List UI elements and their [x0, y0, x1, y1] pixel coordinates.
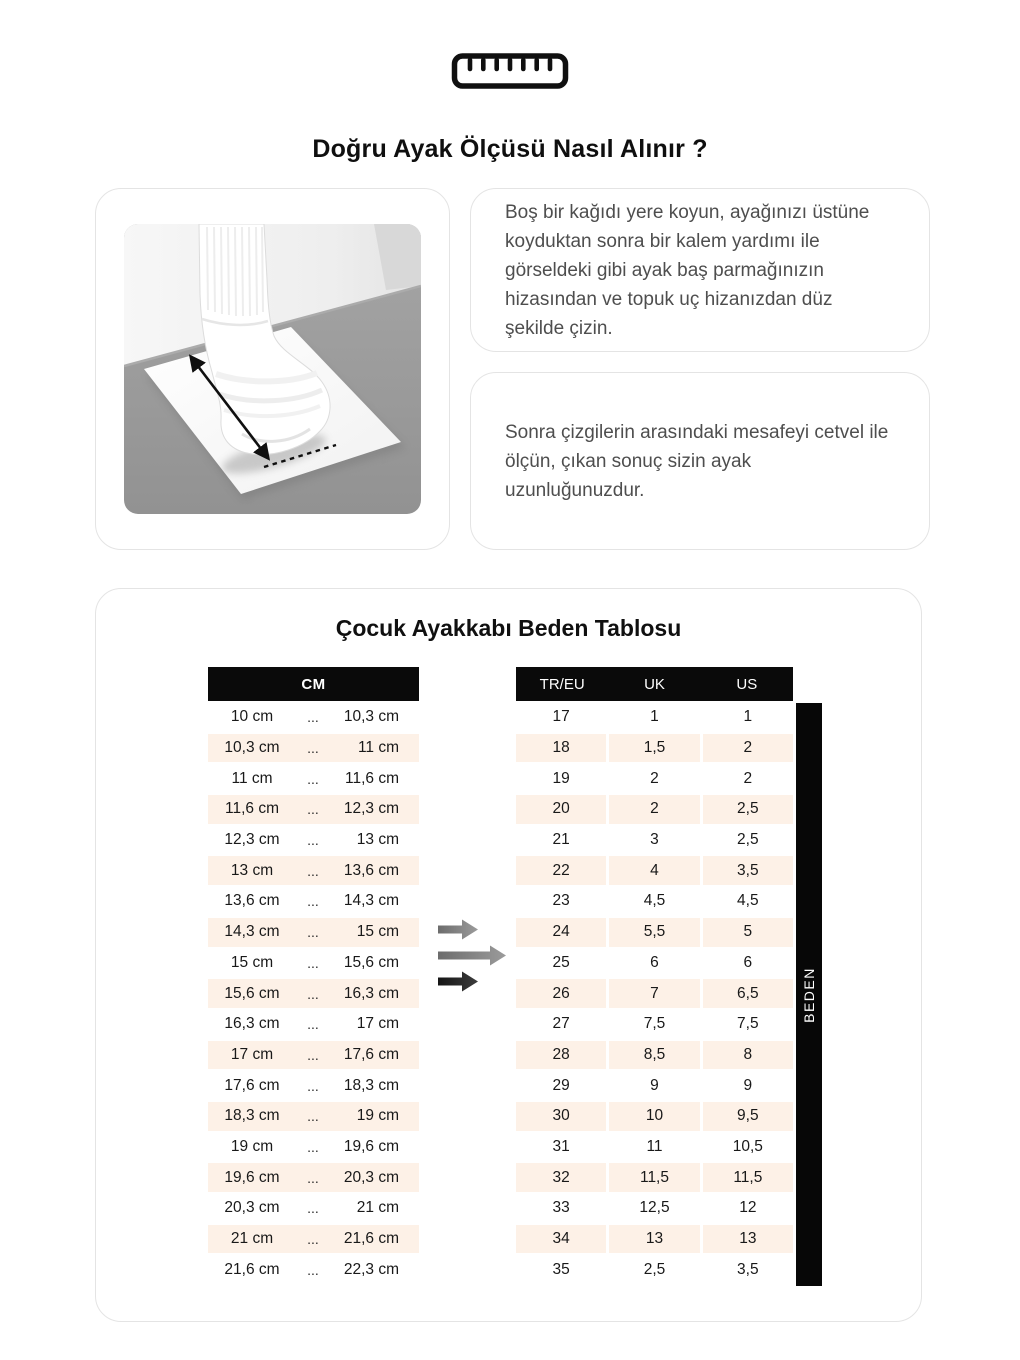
size-row [516, 1071, 793, 1100]
us-size: 4,5 [703, 887, 793, 916]
us-size: 6 [703, 949, 793, 978]
us-size: 8 [703, 1041, 793, 1070]
size-row [516, 795, 793, 824]
size-row [516, 734, 793, 763]
cm-to-value: 11,6 cm [345, 769, 399, 787]
range-separator: ... [307, 709, 319, 726]
size-row [516, 856, 793, 885]
range-separator: ... [307, 924, 319, 941]
uk-size: 3 [609, 826, 699, 855]
tr-eu-size: 17 [516, 703, 606, 732]
cm-to-value: 19 cm [356, 1107, 399, 1125]
beden-side-label: BEDEN [801, 966, 817, 1023]
instruction-box-1 [470, 188, 930, 352]
cm-from-value: 19,6 cm [224, 1168, 280, 1186]
us-size: 5 [703, 918, 793, 947]
size-row [516, 1225, 793, 1254]
cm-to-value: 13,6 cm [343, 861, 399, 879]
size-row [516, 1041, 793, 1070]
uk-size: 1,5 [609, 734, 699, 763]
cm-to-value: 17,6 cm [343, 1045, 399, 1063]
column-header-uk: UK [644, 675, 665, 693]
size-row [516, 1010, 793, 1039]
range-separator: ... [307, 832, 319, 849]
uk-size: 4 [609, 856, 699, 885]
tr-eu-size: 21 [516, 826, 606, 855]
cm-range-row [208, 1255, 419, 1284]
cm-range-row [208, 764, 419, 793]
cm-from-value: 17,6 cm [224, 1076, 280, 1094]
ruler-icon [0, 52, 1020, 90]
size-row [516, 979, 793, 1008]
cm-to-value: 12,3 cm [343, 800, 399, 818]
tr-eu-size: 24 [516, 918, 606, 947]
column-header-tr-eu: TR/EU [539, 675, 585, 693]
cm-from-value: 21 cm [230, 1230, 274, 1248]
us-size: 6,5 [703, 979, 793, 1008]
tr-eu-size: 28 [516, 1041, 606, 1070]
range-separator: ... [307, 1231, 319, 1248]
range-separator: ... [307, 740, 319, 757]
cm-range-row [208, 918, 419, 947]
cm-to-value: 18,3 cm [343, 1076, 399, 1094]
us-size: 13 [703, 1225, 793, 1254]
cm-from-value: 18,3 cm [224, 1107, 280, 1125]
cm-range-row [208, 1010, 419, 1039]
uk-size: 12,5 [609, 1194, 699, 1223]
size-row [516, 1133, 793, 1162]
cm-range-row [208, 1102, 419, 1131]
range-separator: ... [307, 1261, 319, 1278]
size-row [516, 1255, 793, 1284]
size-row [516, 1102, 793, 1131]
cm-table-body [208, 703, 419, 1284]
tr-eu-size: 20 [516, 795, 606, 824]
cm-from-value: 10 cm [230, 708, 274, 726]
us-size: 2 [703, 764, 793, 793]
uk-size: 13 [609, 1225, 699, 1254]
cm-from-value: 11 cm [231, 769, 273, 787]
uk-size: 8,5 [609, 1041, 699, 1070]
transfer-arrows-icon [436, 917, 510, 995]
cm-to-value: 19,6 cm [343, 1137, 399, 1155]
column-header-us: US [736, 675, 758, 693]
tr-eu-size: 18 [516, 734, 606, 763]
size-row [516, 826, 793, 855]
uk-size: 5,5 [609, 918, 699, 947]
uk-size: 6 [609, 949, 699, 978]
uk-size: 4,5 [609, 887, 699, 916]
cm-range-row [208, 734, 419, 763]
cm-range-row [208, 979, 419, 1008]
range-separator: ... [307, 1138, 319, 1155]
cm-range-row [208, 1163, 419, 1192]
cm-to-value: 15,6 cm [343, 953, 399, 971]
cm-from-value: 13 cm [230, 861, 274, 879]
range-separator: ... [307, 1169, 319, 1186]
us-size: 7,5 [703, 1010, 793, 1039]
instruction-box-2 [470, 372, 930, 550]
uk-size: 7,5 [609, 1010, 699, 1039]
shoe-size-table [516, 667, 793, 1286]
instruction-text-2: Sonra çizgilerin arasındaki mesafeyi cetvel ile ölçün, çıkan sonuç sizin ayak uzunluğunuzdur. [505, 421, 889, 501]
uk-size: 7 [609, 979, 699, 1008]
cm-table-header: CM [208, 667, 419, 701]
cm-range-row [208, 1041, 419, 1070]
cm-range-row [208, 949, 419, 978]
range-separator: ... [307, 893, 319, 910]
cm-range-row [208, 856, 419, 885]
uk-size: 11 [609, 1133, 699, 1162]
cm-to-value: 10,3 cm [343, 708, 399, 726]
range-separator: ... [307, 954, 319, 971]
cm-from-value: 15,6 cm [224, 984, 280, 1002]
us-size: 1 [703, 703, 793, 732]
cm-range-row [208, 1133, 419, 1162]
cm-range-row [208, 1194, 419, 1223]
uk-size: 11,5 [609, 1163, 699, 1192]
tr-eu-size: 22 [516, 856, 606, 885]
cm-to-value: 21 cm [356, 1199, 399, 1217]
us-size: 12 [703, 1194, 793, 1223]
tr-eu-size: 29 [516, 1071, 606, 1100]
cm-from-value: 11,6 cm [225, 800, 279, 818]
uk-size: 1 [609, 703, 699, 732]
instruction-text-1: Boş bir kağıdı yere koyun, ayağınızı üstüne koyduktan sonra bir kalem yardımı ile görseldeki gibi ayak baş parmağınızın hizasından ve topuk uç hizanızdan düz şekilde çizin. [505, 201, 870, 339]
cm-to-value: 22,3 cm [343, 1260, 399, 1278]
size-table-body [516, 703, 793, 1284]
us-size: 10,5 [703, 1133, 793, 1162]
uk-size: 9 [609, 1071, 699, 1100]
range-separator: ... [307, 1016, 319, 1033]
range-separator: ... [307, 1108, 319, 1125]
us-size: 9 [703, 1071, 793, 1100]
cm-range-row [208, 795, 419, 824]
cm-from-value: 15 cm [230, 953, 274, 971]
range-separator: ... [307, 801, 319, 818]
cm-from-value: 13,6 cm [224, 892, 280, 910]
range-separator: ... [307, 1077, 319, 1094]
us-size: 2,5 [703, 826, 793, 855]
range-separator: ... [307, 770, 319, 787]
cm-range-row [208, 703, 419, 732]
cm-range-row [208, 1225, 419, 1254]
cm-to-value: 14,3 cm [343, 892, 399, 910]
tr-eu-size: 35 [516, 1255, 606, 1284]
size-row [516, 1194, 793, 1223]
uk-size: 2 [609, 795, 699, 824]
tr-eu-size: 34 [516, 1225, 606, 1254]
cm-to-value: 16,3 cm [343, 984, 399, 1002]
size-table-header [516, 667, 793, 701]
size-row [516, 703, 793, 732]
us-size: 2,5 [703, 795, 793, 824]
uk-size: 2 [609, 764, 699, 793]
uk-size: 10 [609, 1102, 699, 1131]
size-row [516, 949, 793, 978]
us-size: 11,5 [703, 1163, 793, 1192]
tr-eu-size: 26 [516, 979, 606, 1008]
cm-to-value: 13 cm [356, 831, 399, 849]
range-separator: ... [307, 1046, 319, 1063]
cm-range-table [208, 667, 419, 1286]
cm-to-value: 11 cm [357, 739, 399, 757]
uk-size: 2,5 [609, 1255, 699, 1284]
page-title: Doğru Ayak Ölçüsü Nasıl Alınır ? [312, 134, 708, 163]
cm-from-value: 17 cm [230, 1045, 274, 1063]
tr-eu-size: 23 [516, 887, 606, 916]
range-separator: ... [307, 1200, 319, 1217]
us-size: 9,5 [703, 1102, 793, 1131]
range-separator: ... [307, 862, 319, 879]
cm-to-value: 17 cm [356, 1015, 399, 1033]
size-row [516, 918, 793, 947]
tr-eu-size: 33 [516, 1194, 606, 1223]
size-row [516, 1163, 793, 1192]
cm-from-value: 10,3 cm [224, 739, 280, 757]
cm-from-value: 12,3 cm [224, 831, 280, 849]
cm-from-value: 19 cm [230, 1137, 274, 1155]
cm-to-value: 20,3 cm [343, 1168, 399, 1186]
beden-side-label-bar [796, 703, 822, 1286]
cm-range-row [208, 887, 419, 916]
us-size: 2 [703, 734, 793, 763]
cm-to-value: 15 cm [356, 923, 399, 941]
cm-to-value: 21,6 cm [343, 1230, 399, 1248]
tr-eu-size: 25 [516, 949, 606, 978]
cm-from-value: 16,3 cm [224, 1015, 280, 1033]
us-size: 3,5 [703, 856, 793, 885]
us-size: 3,5 [703, 1255, 793, 1284]
tr-eu-size: 27 [516, 1010, 606, 1039]
cm-from-value: 20,3 cm [224, 1199, 280, 1217]
size-row [516, 887, 793, 916]
size-table-title: Çocuk Ayakkabı Beden Tablosu [335, 615, 682, 641]
tr-eu-size: 30 [516, 1102, 606, 1131]
tr-eu-size: 19 [516, 764, 606, 793]
size-table-card [95, 588, 922, 1322]
cm-range-row [208, 826, 419, 855]
cm-from-value: 21,6 cm [224, 1260, 280, 1278]
foot-measure-photo [124, 224, 421, 514]
tr-eu-size: 31 [516, 1133, 606, 1162]
tr-eu-size: 32 [516, 1163, 606, 1192]
cm-range-row [208, 1071, 419, 1100]
range-separator: ... [307, 985, 319, 1002]
foot-measure-photo-card [95, 188, 450, 550]
size-row [516, 764, 793, 793]
cm-from-value: 14,3 cm [224, 923, 280, 941]
